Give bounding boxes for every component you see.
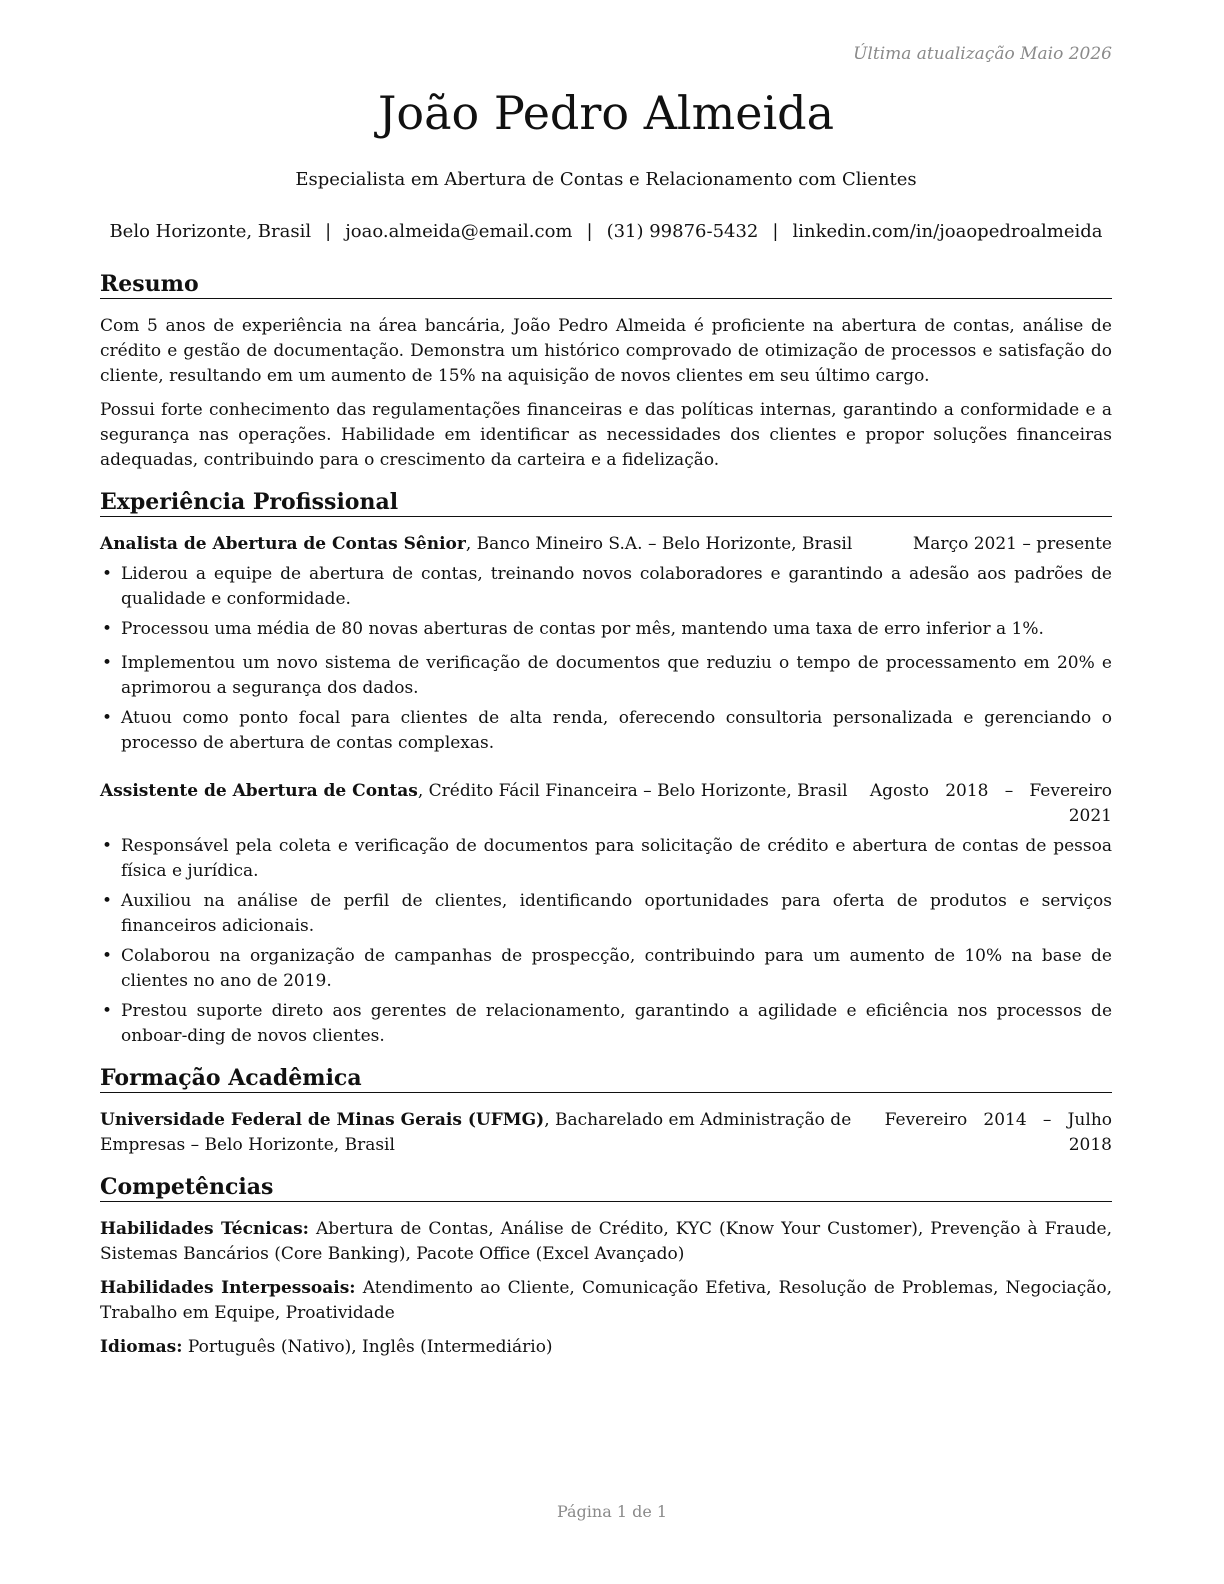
skill-value: Português (Nativo), Inglês (Intermediário) [182, 1337, 553, 1357]
job-bullets [100, 562, 1112, 761]
list-item: • Colaborou na organização de campanhas de prospecção, contribuindo para um aumento de 10% na base de clientes no ano de 2019. [102, 946, 1112, 991]
degree-location: Empresas – Belo Horizonte, Brasil [100, 1135, 395, 1155]
job-bullets [100, 834, 1112, 1054]
job-dates: Agosto 2018 – Fevereiro 2021 [869, 781, 1112, 826]
skill-value: Atendimento ao Cliente, Comunicação Efetiva, Resolução de Problemas, Negociação, Trabalho em Equipe, Proatividade [100, 1278, 1112, 1323]
linkedin-link[interactable]: linkedin.com/in/joaopedroalmeida [792, 221, 1103, 242]
section-title-skills: Competências [100, 1173, 1112, 1202]
list-item: • Atuou como ponto focal para clientes de alta renda, oferecendo consultoria personalizada e gerenciando o processo de abertura de contas complexas. [102, 708, 1112, 753]
education-entry [100, 1108, 1112, 1158]
separator: | [325, 221, 332, 242]
degree: , Bacharelado em Administração de [544, 1110, 852, 1130]
skill-row-languages [100, 1335, 1112, 1360]
contact-line [100, 220, 1112, 244]
phone: (31) 99876-5432 [606, 221, 759, 242]
separator: | [586, 221, 593, 242]
summary-paragraph: Com 5 anos de experiência na área bancária, João Pedro Almeida é proficiente na abertura de contas, análise de crédito e gestão de documentação. Demonstra um histórico comprovado de otimização de processos e satisfação do cliente, resultando em um aumento de 15% na aquisição de novos clientes em seu último cargo. [100, 316, 1112, 386]
skill-label: Habilidades Técnicas: [100, 1219, 309, 1239]
job-dates: Março 2021 – presente [912, 534, 1112, 554]
list-item: • Processou uma média de 80 novas aberturas de contas por mês, mantendo uma taxa de erro inferior a 1%. [102, 619, 1044, 639]
page-number: Página 1 de 1 [556, 1502, 668, 1521]
skill-label: Habilidades Interpessoais: [100, 1278, 356, 1298]
institution: Universidade Federal de Minas Gerais (UFMG) [100, 1110, 545, 1130]
job-role: Assistente de Abertura de Contas [100, 781, 418, 801]
job-company: , Banco Mineiro S.A. – Belo Horizonte, Brasil [465, 534, 853, 554]
candidate-name: João Pedro Almeida [377, 86, 835, 140]
separator: | [772, 221, 779, 242]
section-title-experience: Experiência Profissional [100, 488, 1112, 517]
job-company: , Crédito Fácil Financeira – Belo Horizonte, Brasil [417, 781, 848, 801]
job-role: Analista de Abertura de Contas Sênior [100, 534, 466, 554]
email-link[interactable]: joao.almeida@email.com [345, 221, 573, 242]
last-updated: Última atualização Maio 2026 [853, 44, 1112, 64]
list-item: • Implementou um novo sistema de verificação de documentos que reduziu o tempo de processamento em 20% e aprimorou a segurança dos dados. [102, 653, 1112, 698]
skill-value: Abertura de Contas, Análise de Crédito, KYC (Know Your Customer), Prevenção à Fraude, Sistemas Bancários (Core Banking), Pacote Office (Excel Avançado) [100, 1219, 1112, 1264]
list-item: • Auxiliou na análise de perfil de clientes, identificando oportunidades para oferta de produtos e serviços financeiros adicionais. [102, 891, 1112, 936]
skill-row-interpersonal [100, 1276, 1112, 1326]
skill-row-technical [100, 1217, 1112, 1267]
list-item: • Prestou suporte direto aos gerentes de relacionamento, garantindo a agilidade e eficiência nos processos de onboar-ding de novos clientes. [102, 1001, 1112, 1046]
location: Belo Horizonte, Brasil [109, 221, 312, 242]
section-title-summary: Resumo [100, 270, 1112, 299]
list-item: • Responsável pela coleta e verificação de documentos para solicitação de crédito e abertura de contas de pessoa física e jurídica. [102, 836, 1112, 881]
skill-label: Idiomas: [100, 1337, 183, 1357]
section-title-education: Formação Acadêmica [100, 1064, 1112, 1093]
list-item: • Liderou a equipe de abertura de contas, treinando novos colaboradores e garantindo a adesão aos padrões de qualidade e conformidade. [102, 564, 1112, 609]
headline: Especialista em Abertura de Contas e Relacionamento com Clientes [295, 169, 917, 190]
summary-paragraph: Possui forte conhecimento das regulamentações financeiras e das políticas internas, garantindo a conformidade e a segurança nas operações. Habilidade em identificar as necessidades dos clientes e propor soluções financeiras adequadas, contribuindo para o crescimento da carteira e a fidelização. [100, 400, 1112, 470]
job-header [100, 779, 1112, 829]
education-dates: Fevereiro 2014 – Julho 2018 [884, 1110, 1112, 1155]
